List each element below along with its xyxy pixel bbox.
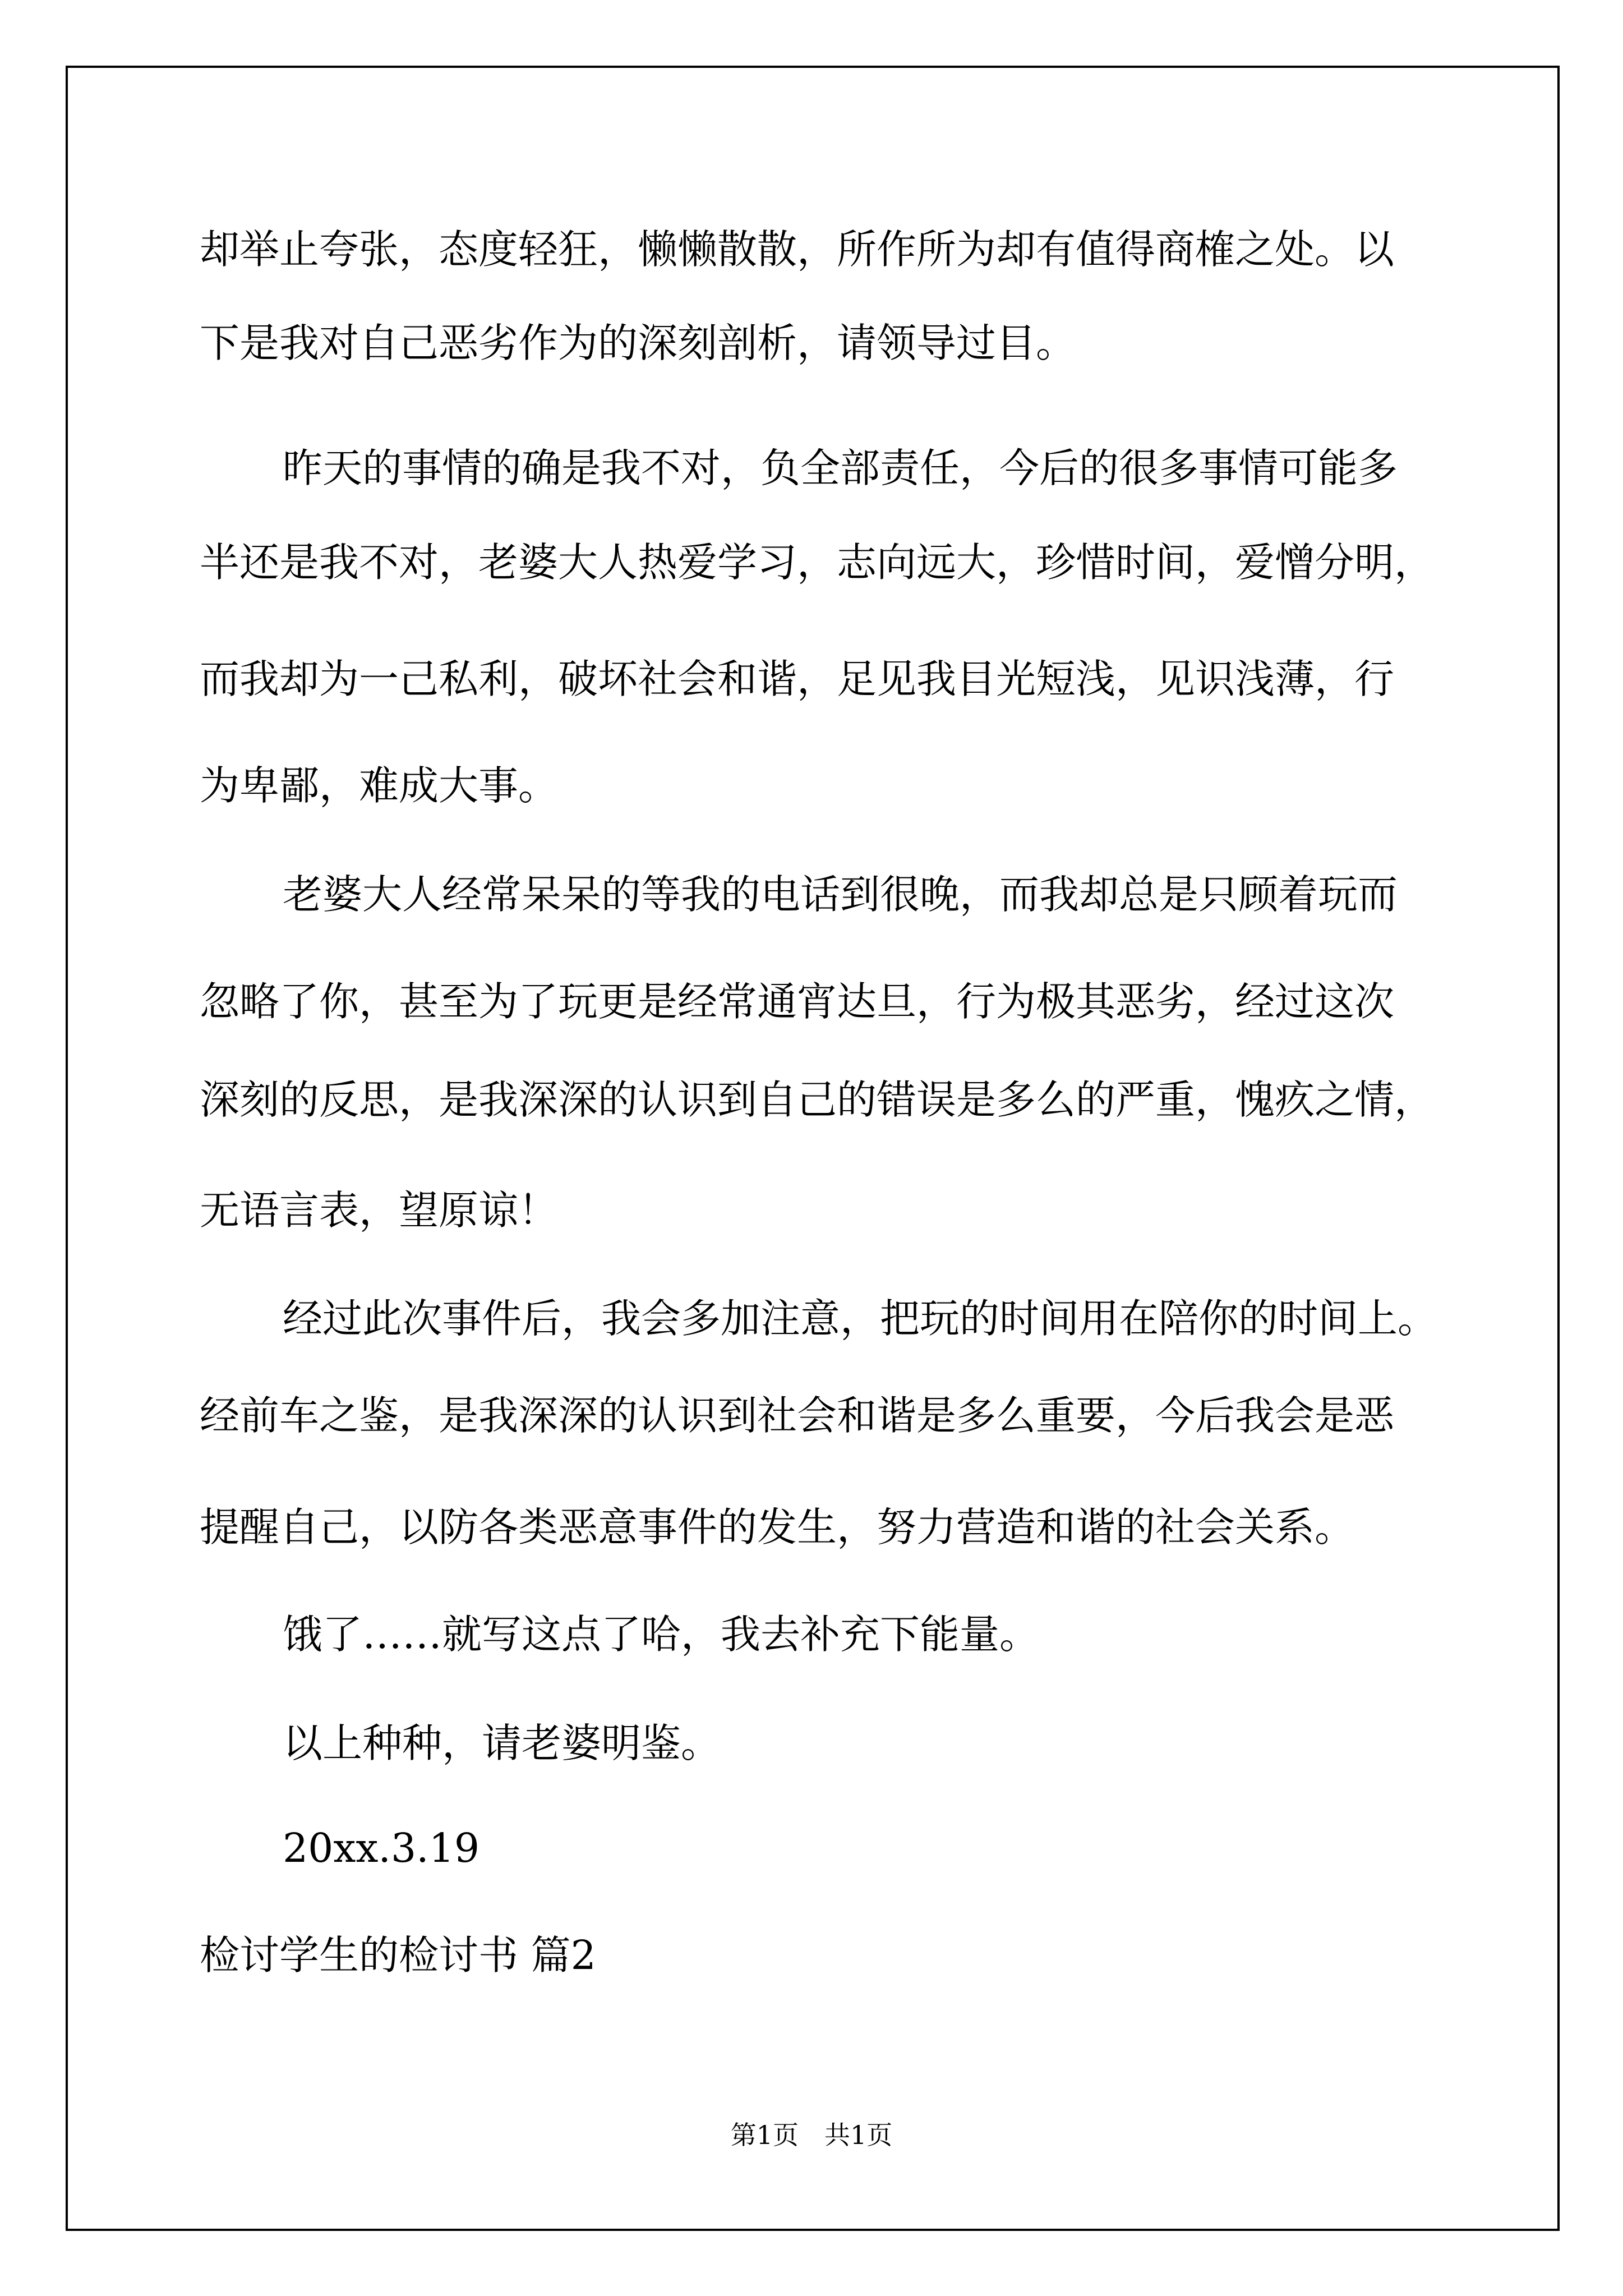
- text-line-13: 提醒自己，以防各类恶意事件的发生，努力营造和谐的社会关系。: [200, 1504, 1355, 1550]
- text-line-12: 经前车之鉴，是我深深的认识到社会和谐是多么重要，今后我会是恶: [200, 1392, 1395, 1439]
- text-line-11: 经过此次事件后，我会多加注意，把玩的时间用在陪你的时间上。: [283, 1295, 1438, 1342]
- text-line-15: 以上种种，请老婆明鉴。: [283, 1720, 721, 1766]
- text-line-10: 无语言表，望原谅！: [200, 1187, 559, 1234]
- date-line: 20xx.3.19: [283, 1825, 480, 1871]
- text-line-7: 老婆大人经常呆呆的等我的电话到很晚，而我却总是只顾着玩而: [283, 871, 1398, 918]
- text-line-3: 昨天的事情的确是我不对，负全部责任，今后的很多事情可能多: [283, 445, 1398, 491]
- text-line-14: 饿了……就写这点了哈，我去补充下能量。: [283, 1611, 1040, 1658]
- text-line-8: 忽略了你，甚至为了玩更是经常通宵达旦，行为极其恶劣，经过这次: [200, 978, 1395, 1025]
- text-line-1: 却举止夸张，态度轻狂，懒懒散散，所作所为却有值得商榷之处。以: [200, 226, 1395, 273]
- text-line-9: 深刻的反思，是我深深的认识到自己的错误是多么的严重，愧疚之情，: [200, 1076, 1435, 1123]
- text-line-4: 半还是我不对，老婆大人热爱学习，志向远大，珍惜时间，爱憎分明，: [200, 539, 1435, 586]
- page-footer: 第1页 共1页: [730, 2120, 893, 2150]
- page-border: [66, 66, 1560, 2231]
- text-line-5: 而我却为一己私利，破坏社会和谐，足见我目光短浅，见识浅薄，行: [200, 656, 1395, 702]
- section-heading: 检讨学生的检讨书 篇2: [200, 1932, 596, 1978]
- text-line-2: 下是我对自己恶劣作为的深刻剖析，请领导过目。: [200, 320, 1076, 366]
- text-line-6: 为卑鄙，难成大事。: [200, 762, 559, 809]
